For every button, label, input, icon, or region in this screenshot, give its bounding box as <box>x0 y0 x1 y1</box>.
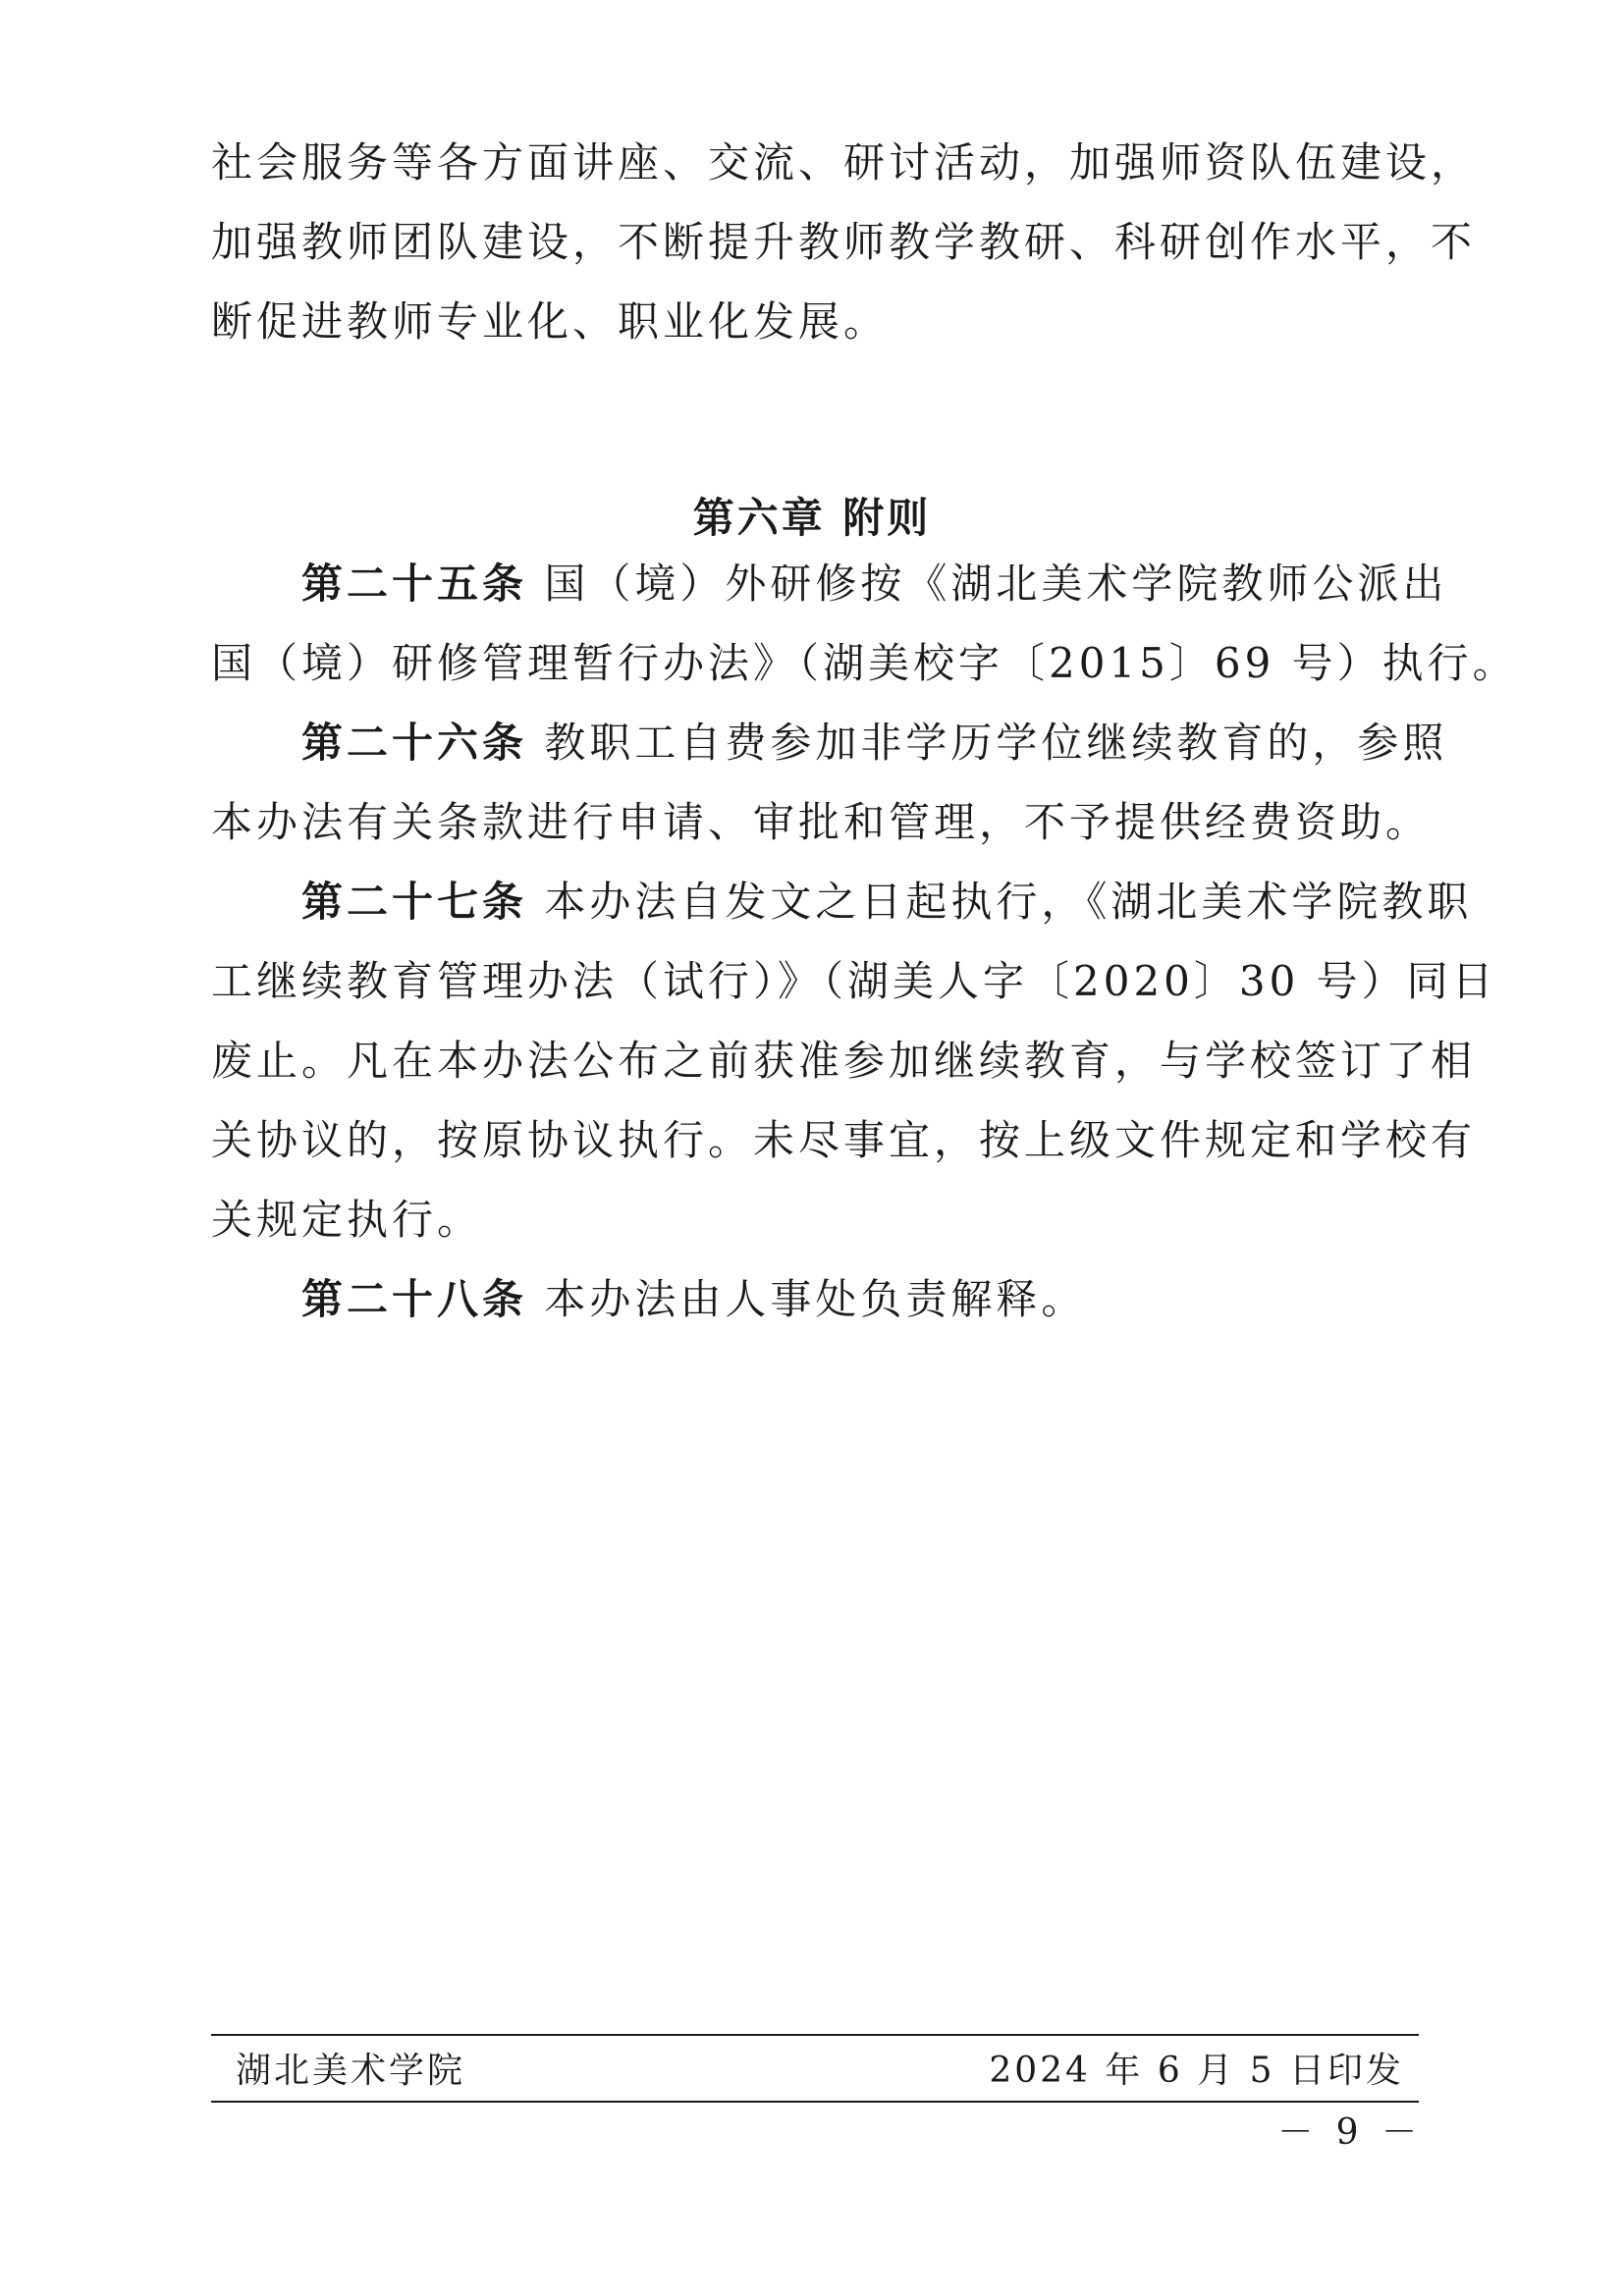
text-line: 废止。凡在本办法公布之前获准参加继续教育，与学校签订了相 <box>211 1037 1477 1085</box>
article-26 <box>211 703 1448 862</box>
article-text: 教职工自费参加非学历学位继续教育的，参照 <box>544 719 1448 767</box>
text-line: 社会服务等各方面讲座、交流、研讨活动，加强师资队伍建设， <box>211 138 1477 187</box>
text-line: 断促进教师专业化、职业化发展。 <box>211 297 890 346</box>
text-line: 加强教师团队建设，不断提升教师教学教研、科研创作水平，不 <box>211 218 1477 266</box>
article-label: 第二十七条 <box>301 878 528 926</box>
footer-top-rule <box>211 2034 1419 2036</box>
text-line: 关规定执行。 <box>211 1196 483 1244</box>
article-text: 国（境）外研修按《湖北美术学院教师公派出 <box>544 560 1448 608</box>
article-label: 第二十五条 <box>301 560 528 608</box>
text-line: 本办法有关条款进行申请、审批和管理，不予提供经费资助。 <box>211 798 1432 846</box>
footer-bottom-rule <box>211 2101 1419 2103</box>
text-line: 关协议的，按原协议执行。未尽事宜，按上级文件规定和学校有 <box>211 1116 1477 1164</box>
articles-section <box>211 544 1518 1339</box>
issuer-name: 湖北美术学院 <box>236 2051 466 2091</box>
article-text: 本办法自发文之日起执行，《湖北美术学院教职 <box>544 878 1473 926</box>
text-line: 工继续教育管理办法（试行）》（湖美人字〔2020〕30 号）同日 <box>211 957 1497 1005</box>
article-label: 第二十六条 <box>301 719 528 767</box>
article-text: 本办法由人事处负责解释。 <box>544 1275 1087 1323</box>
article-28 <box>211 1259 1419 1339</box>
article-label: 第二十八条 <box>301 1275 528 1323</box>
page-number: － 9 － <box>1277 2112 1423 2153</box>
issue-date: 2024 年 6 月 5 日印发 <box>989 2051 1404 2091</box>
footer-issue-row <box>211 2047 1419 2096</box>
text-line: 国（境）研修管理暂行办法》（湖美校字〔2015〕69 号）执行。 <box>211 639 1518 687</box>
article-27 <box>211 862 1497 1259</box>
article-25 <box>211 544 1518 703</box>
continuation-paragraph <box>211 123 1477 361</box>
chapter-heading: 第六章 附则 <box>692 494 932 542</box>
